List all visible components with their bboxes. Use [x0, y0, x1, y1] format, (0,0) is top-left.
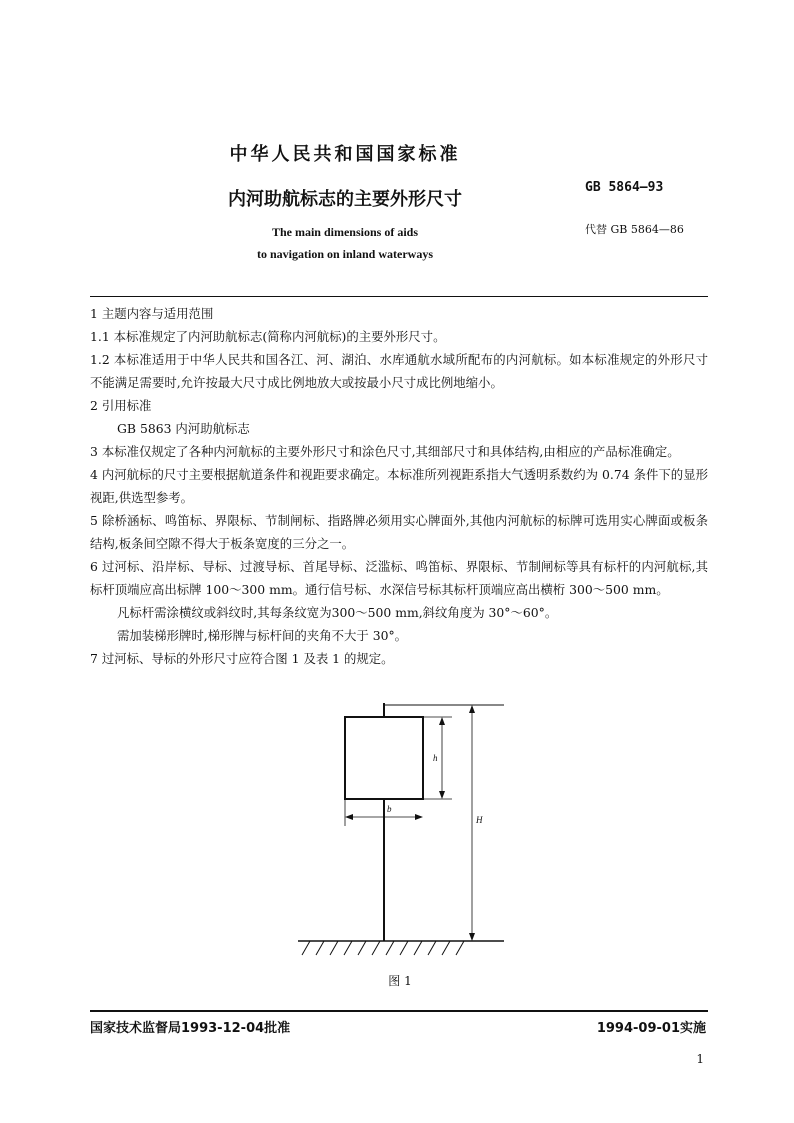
paragraph: 3 本标准仅规定了各种内河航标的主要外形尺寸和涂色尺寸,其细部尺寸和具体结构,由相应的产品标准确定。 [90, 444, 680, 459]
english-title-line-1: The main dimensions of aids [271, 225, 419, 239]
paragraph: 7 过河标、导标的外形尺寸应符合图 1 及表 1 的规定。 [90, 651, 394, 666]
standard-code: GB 5864—93 [585, 180, 664, 195]
paragraph: 6 过河标、沿岸标、导标、过渡导标、首尾导标、泛滥标、鸣笛标、界限标、节制闸标等具有标杆的内河航标,其标杆顶端应高出标牌 100～300 mm。通行信号标、水深信号标其标杆顶端应高出横桁 300～500 mm。 [90, 559, 708, 597]
page-number: 1 [696, 1052, 704, 1066]
paragraph: 4 内河航标的尺寸主要根据航道条件和视距要求确定。本标准所列视距系指大气透明系数约为 0.74 条件下的显形视距,供选型参考。 [90, 467, 708, 505]
figure-1-diagram [292, 700, 508, 962]
standard-name: 中华人民共和国国家标准 [229, 144, 461, 165]
paragraph: 1.1 本标准规定了内河助航标志(简称内河航标)的主要外形尺寸。 [90, 329, 446, 344]
header-divider [90, 296, 708, 297]
approval-date: 国家技术监督局1993-12-04批准 [90, 1021, 291, 1036]
paragraph: 1.2 本标准适用于中华人民共和国各江、河、湖泊、水库通航水域所配布的内河航标。如本标准规定的外形尺寸不能满足需要时,允许按最大尺寸成比例地放大或按最小尺寸成比例地缩小。 [90, 352, 708, 390]
dimension-label-b: b [387, 804, 392, 814]
paragraph: 5 除桥涵标、鸣笛标、界限标、节制闸标、指路牌必须用实心牌面外,其他内河航标的标牌可选用实心牌面或板条结构,板条间空隙不得大于板条宽度的三分之一。 [90, 513, 708, 551]
paragraph: 需加装梯形牌时,梯形牌与标杆间的夹角不大于 30°。 [117, 628, 408, 643]
body-text [90, 302, 708, 670]
paragraph: 1 主题内容与适用范围 [90, 306, 214, 321]
effective-date: 1994-09-01实施 [596, 1021, 706, 1036]
page-title: 内河助航标志的主要外形尺寸 [228, 189, 462, 210]
ground-hatching [302, 941, 464, 955]
english-title-line-2: to navigation on inland waterways [256, 247, 434, 261]
dimension-label-h: h [433, 753, 438, 763]
paragraph: 2 引用标准 [90, 398, 152, 413]
replaces-note: 代替 GB 5864—86 [585, 223, 684, 236]
dimension-label-H: H [476, 815, 483, 825]
figure-caption: 图 1 [388, 974, 412, 988]
paragraph: GB 5863 内河助航标志 [117, 421, 250, 436]
footer-divider [90, 1010, 708, 1012]
paragraph: 凡标杆需涂横纹或斜纹时,其每条纹宽为300～500 mm,斜纹角度为 30°～60°。 [117, 605, 558, 620]
